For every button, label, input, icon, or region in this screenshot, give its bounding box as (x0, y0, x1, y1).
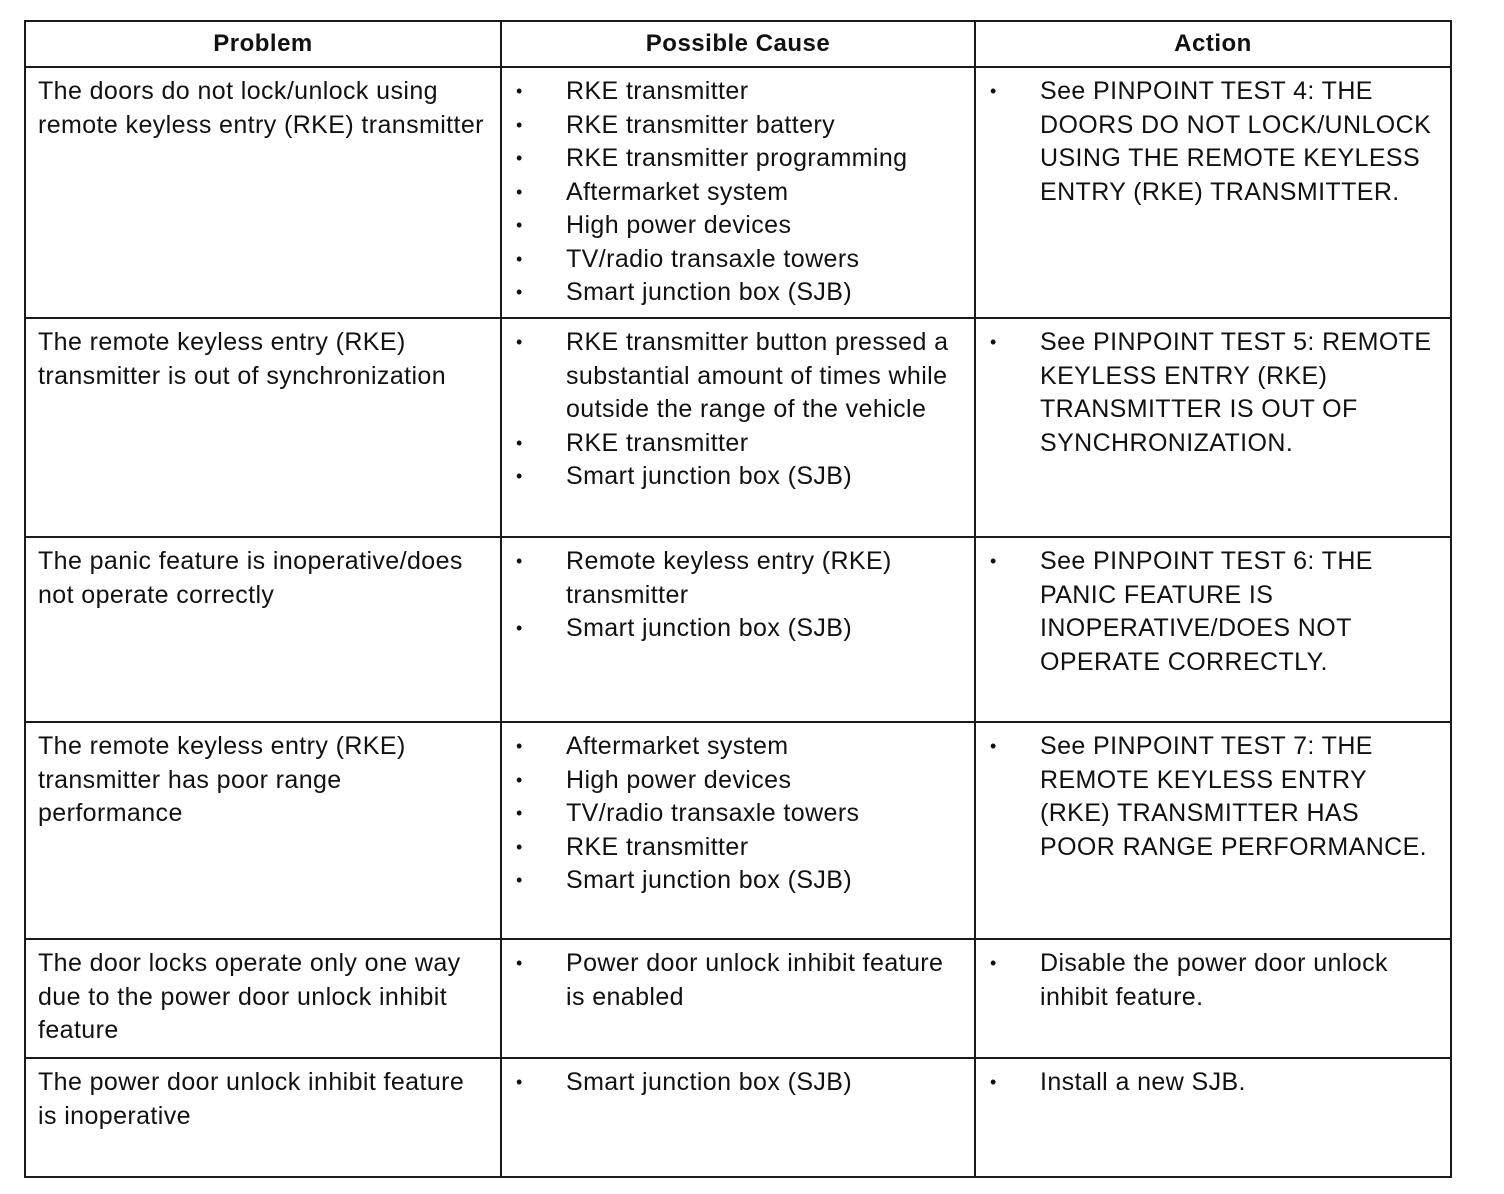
bullet-icon: • (516, 81, 523, 101)
cause-text: RKE transmitter programming (566, 144, 908, 172)
bullet-icon: • (516, 215, 523, 235)
action-list (988, 1066, 1440, 1100)
action-item (988, 730, 1440, 864)
bullet-icon: • (990, 1072, 997, 1092)
header-action: Action (975, 21, 1451, 67)
cause-text: TV/radio transaxle towers (566, 244, 860, 273)
bullet-icon: • (516, 870, 523, 890)
action-item (988, 947, 1440, 1014)
table-row (25, 939, 1451, 1058)
cause-list (514, 730, 964, 898)
cause-item (514, 612, 964, 646)
cause-item (514, 460, 964, 494)
action-text: See PINPOINT TEST 5: REMOTE KEYLESS ENTRY (RKE) TRANSMITTER IS OUT OF SYNCHRONIZATION. (1040, 328, 1432, 457)
cause-text: High power devices (566, 765, 792, 794)
cause-text: Aftermarket system (566, 177, 789, 206)
table-row (25, 67, 1451, 318)
symptom-chart-table (24, 20, 1452, 1178)
action-list (988, 947, 1440, 1014)
cause-cell (501, 722, 975, 939)
action-text: See PINPOINT TEST 7: THE REMOTE KEYLESS ENTRY (RKE) TRANSMITTER HAS POOR RANGE PERFORMANCE. (1040, 732, 1428, 861)
table-row (25, 318, 1451, 537)
action-list (988, 75, 1440, 209)
action-cell (975, 1058, 1451, 1177)
cause-text: Power door unlock inhibit feature is enabled (566, 949, 944, 1011)
cause-text: Smart junction box (SJB) (566, 278, 853, 306)
cause-item (514, 109, 964, 143)
cause-text: Smart junction box (SJB) (566, 1068, 853, 1096)
bullet-icon: • (990, 551, 997, 571)
problem-cell: The remote keyless entry (RKE) transmitter is out of synchronization (25, 318, 501, 537)
action-list (988, 326, 1440, 460)
action-item (988, 545, 1440, 679)
bullet-icon: • (516, 736, 523, 756)
table-row (25, 537, 1451, 722)
cause-text: RKE transmitter button pressed a substantial amount of times while outside the range of the vehicle (566, 328, 949, 423)
cause-item (514, 209, 964, 243)
bullet-icon: • (516, 114, 523, 135)
cause-list (514, 326, 964, 494)
cause-item (514, 243, 964, 277)
problem-cell: The power door unlock inhibit feature is inoperative (25, 1058, 501, 1177)
cause-text: Smart junction box (SJB) (566, 614, 853, 642)
cause-list (514, 545, 964, 646)
header-possible-cause: Possible Cause (501, 21, 975, 67)
cause-item (514, 947, 964, 1014)
cause-text: Smart junction box (SJB) (566, 866, 853, 894)
table-row (25, 722, 1451, 939)
problem-cell: The panic feature is inoperative/does not operate correctly (25, 537, 501, 722)
action-list (988, 545, 1440, 679)
cause-text: TV/radio transaxle towers (566, 799, 860, 827)
action-cell (975, 537, 1451, 722)
cause-list (514, 75, 964, 310)
bullet-icon: • (990, 736, 997, 756)
action-item (988, 326, 1440, 460)
cause-text: RKE transmitter battery (566, 110, 836, 139)
bullet-icon: • (516, 803, 523, 823)
action-text: See PINPOINT TEST 4: THE DOORS DO NOT LOCK/UNLOCK USING THE REMOTE KEYLESS ENTRY (RKE) TRANSMITTER. (1040, 77, 1432, 206)
cause-item (514, 276, 964, 310)
cause-cell (501, 318, 975, 537)
action-list (988, 730, 1440, 864)
cause-item (514, 142, 964, 176)
cause-cell (501, 1058, 975, 1177)
bullet-icon: • (516, 836, 523, 857)
action-cell (975, 722, 1451, 939)
bullet-icon: • (516, 282, 523, 302)
cause-cell (501, 537, 975, 722)
header-row (25, 21, 1451, 67)
cause-item (514, 1066, 964, 1100)
cause-text: Aftermarket system (566, 732, 789, 760)
cause-text: Remote keyless entry (RKE) transmitter (566, 547, 892, 609)
bullet-icon: • (516, 148, 523, 168)
bullet-icon: • (516, 248, 523, 269)
problem-cell: The doors do not lock/unlock using remote keyless entry (RKE) transmitter (25, 67, 501, 318)
cause-item (514, 730, 964, 764)
bullet-icon: • (516, 953, 523, 973)
cause-item (514, 764, 964, 798)
cause-list (514, 1066, 964, 1100)
action-cell (975, 318, 1451, 537)
cause-item (514, 326, 964, 427)
cause-cell (501, 939, 975, 1058)
bullet-icon: • (516, 181, 523, 202)
action-item (988, 1066, 1440, 1100)
bullet-icon: • (990, 953, 997, 973)
cause-cell (501, 67, 975, 318)
bullet-icon: • (516, 332, 523, 352)
cause-item (514, 75, 964, 109)
header-problem: Problem (25, 21, 501, 67)
action-text: Disable the power door unlock inhibit feature. (1040, 949, 1388, 1011)
cause-text: RKE transmitter (566, 832, 749, 861)
cause-item (514, 831, 964, 865)
cause-item (514, 545, 964, 612)
bullet-icon: • (990, 332, 997, 352)
bullet-icon: • (516, 432, 523, 453)
bullet-icon: • (516, 769, 523, 790)
bullet-icon: • (516, 466, 523, 486)
cause-text: Smart junction box (SJB) (566, 462, 853, 490)
bullet-icon: • (516, 551, 523, 571)
bullet-icon: • (990, 81, 997, 101)
cause-item (514, 427, 964, 461)
cause-text: RKE transmitter (566, 428, 749, 457)
bullet-icon: • (516, 618, 523, 638)
action-text: Install a new SJB. (1040, 1068, 1246, 1096)
cause-item (514, 797, 964, 831)
action-cell (975, 939, 1451, 1058)
cause-item (514, 176, 964, 210)
cause-text: RKE transmitter (566, 77, 749, 105)
problem-cell: The door locks operate only one way due to the power door unlock inhibit feature (25, 939, 501, 1058)
action-cell (975, 67, 1451, 318)
cause-item (514, 864, 964, 898)
action-text: See PINPOINT TEST 6: THE PANIC FEATURE IS INOPERATIVE/DOES NOT OPERATE CORRECTLY. (1040, 547, 1373, 676)
cause-text: High power devices (566, 211, 792, 239)
action-item (988, 75, 1440, 209)
cause-list (514, 947, 964, 1014)
bullet-icon: • (516, 1072, 523, 1092)
problem-cell: The remote keyless entry (RKE) transmitter has poor range performance (25, 722, 501, 939)
table-row (25, 1058, 1451, 1177)
